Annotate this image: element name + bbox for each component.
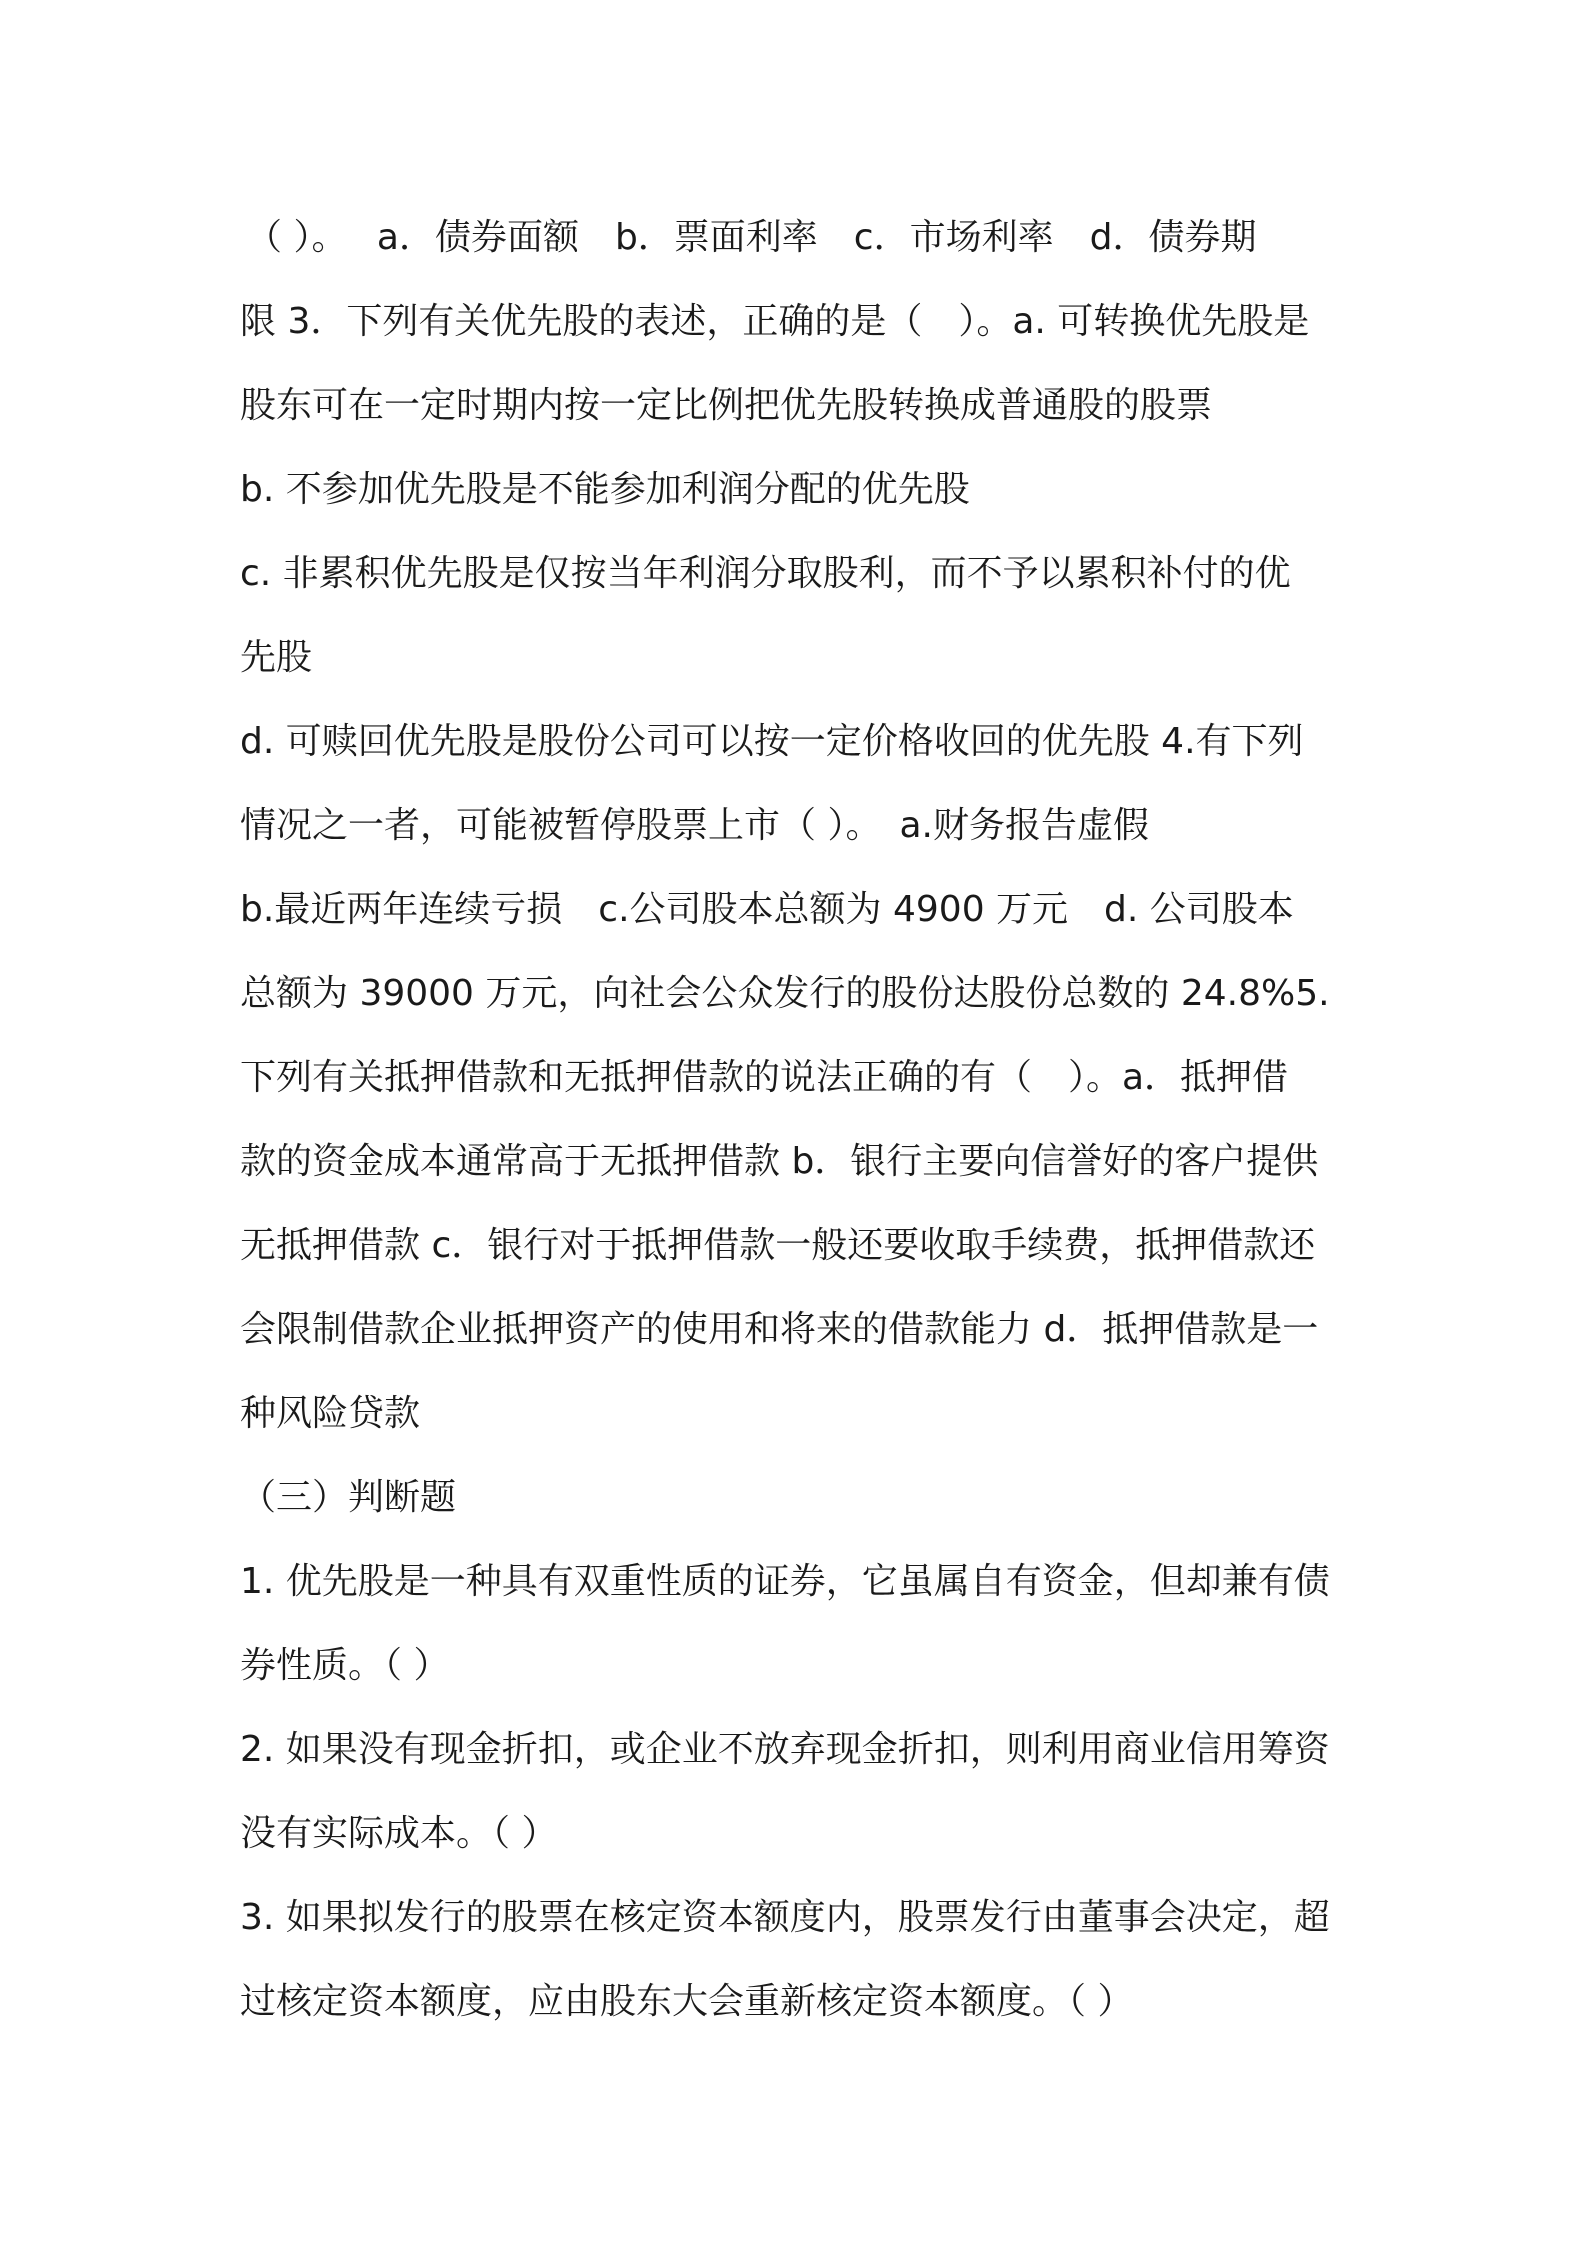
text-line: 券性质。（ ）: [240, 1645, 450, 1686]
text-line: 款的资金成本通常高于无抵押借款 b．银行主要向信誉好的客户提供: [240, 1141, 1319, 1182]
text-line: d. 可赎回优先股是股份公司可以按一定价格收回的优先股 4.有下列: [240, 721, 1304, 762]
text-line: b. 不参加优先股是不能参加利润分配的优先股: [240, 469, 970, 510]
text-line: 股东可在一定时期内按一定比例把优先股转换成普通股的股票: [240, 385, 1213, 426]
text-line: 3. 如果拟发行的股票在核定资本额度内，股票发行由董事会决定，超: [240, 1897, 1330, 1938]
text-line: 会限制借款企业抵押资产的使用和将来的借款能力 d．抵押借款是一: [240, 1309, 1319, 1350]
text-line: 总额为 39000 万元，向社会公众发行的股份达股份总数的 24.8%5.: [240, 973, 1330, 1014]
text-line: 没有实际成本。（ ）: [240, 1813, 558, 1854]
text-line: c. 非累积优先股是仅按当年利润分取股利，而不予以累积补付的优: [240, 553, 1291, 594]
section-heading: （三）判断题: [240, 1477, 457, 1518]
text-line: 情况之一者，可能被暂停股票上市（ ）。 a.财务报告虚假: [240, 805, 1149, 846]
text-line: 先股: [240, 637, 313, 678]
text-line: b.最近两年连续亏损 c.公司股本总额为 4900 万元 d. 公司股本: [240, 889, 1294, 930]
text-line: 种风险贷款: [240, 1393, 421, 1434]
text-line: （ ）。 a．债券面额 b．票面利率 c．市场利率 d．债券期: [246, 217, 1257, 258]
text-line: 下列有关抵押借款和无抵押借款的说法正确的有（ ）。a．抵押借: [240, 1057, 1289, 1098]
text-line: 过核定资本额度，应由股东大会重新核定资本额度。（ ）: [240, 1981, 1134, 2022]
document-page: [240, 196, 1360, 2044]
text-line: 限 3．下列有关优先股的表述，正确的是（ ）。a. 可转换优先股是: [240, 301, 1310, 342]
text-line: 2. 如果没有现金折扣，或企业不放弃现金折扣，则利用商业信用筹资: [240, 1729, 1330, 1770]
text-line: 无抵押借款 c．银行对于抵押借款一般还要收取手续费，抵押借款还: [240, 1225, 1316, 1266]
text-line: 1. 优先股是一种具有双重性质的证券，它虽属自有资金，但却兼有债: [240, 1561, 1330, 1602]
